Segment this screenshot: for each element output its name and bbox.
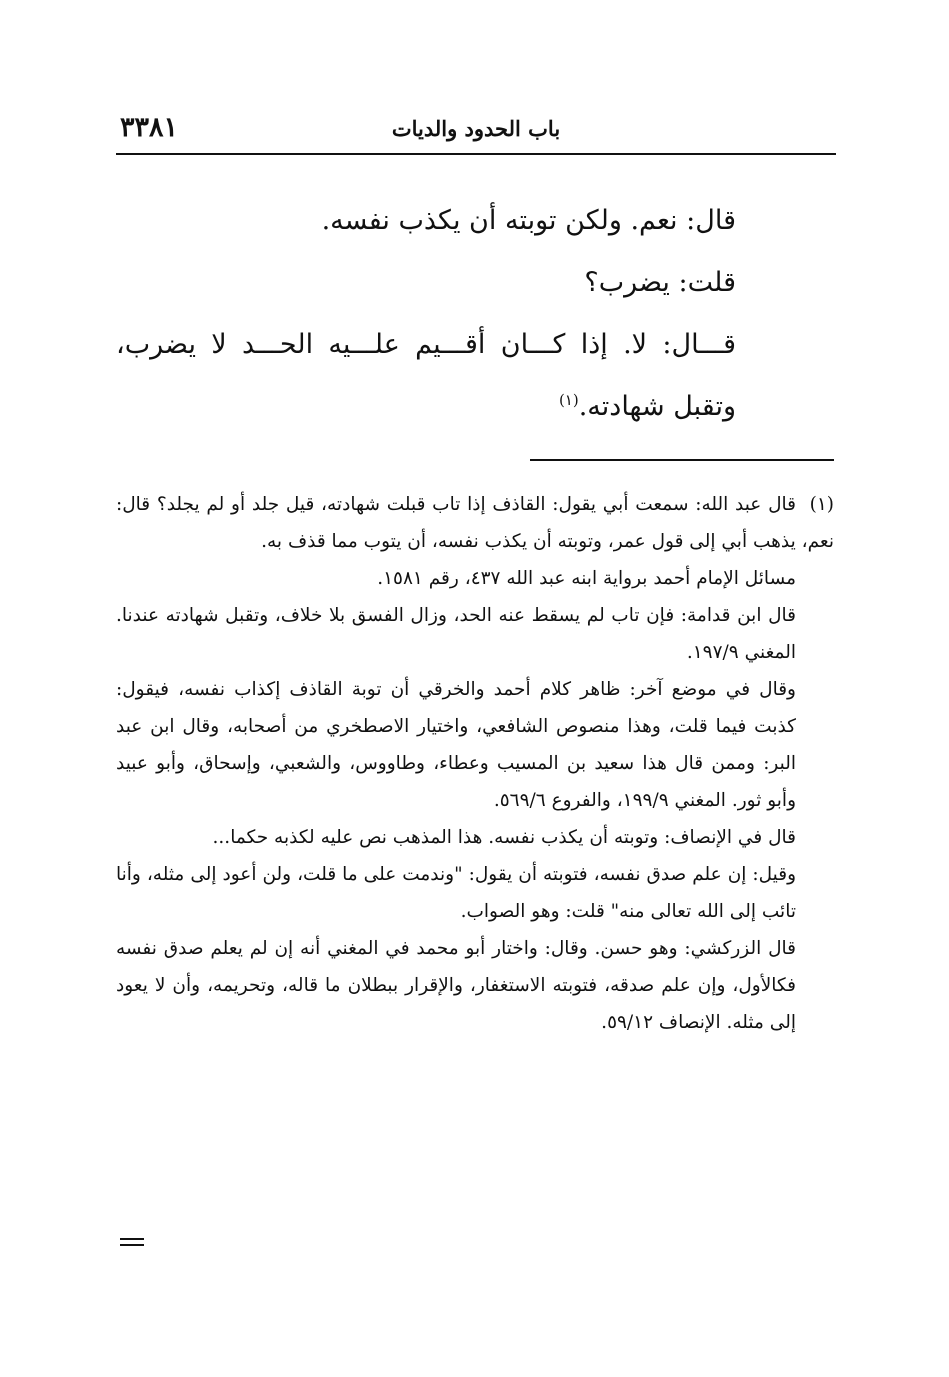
page-number: ٣٣٨١ bbox=[120, 112, 179, 143]
footnote-para-3: قال ابن قدامة: فإن تاب لم يسقط عنه الحد، وزال الفسق بلا خلاف، وتقبل شهادته عندنا. المغني ١٩٧/٩. bbox=[116, 605, 796, 663]
main-line-2: قلت: يضرب؟ bbox=[584, 267, 736, 298]
footnote-1-text: قال عبد الله: سمعت أبي يقول: القاذف إذا تاب قبلت شهادته، قيل جلد أو لم يجلد؟ قال: نعم، يذهب أبي إلى قول عمر، وتوبته أن يكذب نفسه، أن يتوب مما قذف به. bbox=[116, 494, 834, 552]
running-header bbox=[116, 112, 836, 152]
main-line-3-text: قـــال: لا. إذا كـــان أقـــيم علـــيه الحـــد لا يضرب، وتقبل شهادته. bbox=[116, 329, 736, 422]
main-text bbox=[116, 190, 736, 438]
footnotes bbox=[116, 486, 834, 1041]
header-divider bbox=[116, 153, 836, 155]
footnote-number: (١) bbox=[809, 494, 834, 515]
footnote-divider bbox=[530, 459, 834, 461]
footnote-para-5: قال في الإنصاف: وتوبته أن يكذب نفسه. هذا المذهب نص عليه لكذبه حكما... bbox=[212, 827, 796, 848]
chapter-title: باب الحدود والديات bbox=[391, 116, 561, 141]
footnote-para-4: وقال في موضع آخر: ظاهر كلام أحمد والخرقي أن توبة القاذف إكذاب نفسه، فيقول: كذبت فيما قلت، وهذا منصوص الشافعي، واختيار الاصطخري من أصحابه، وقال ابن عبد البر: وممن قال هذا سعيد بن المسيب وعطاء، وطاووس، والشعبي، وإسحاق، وأبو عبيد وأبو ثور. المغني ١٩٩/٩، والفروع ٥٦٩/٦. bbox=[116, 679, 796, 811]
footnote-reference: (١) bbox=[558, 391, 579, 409]
main-line-3 bbox=[116, 314, 736, 438]
main-line-1: قال: نعم. ولكن توبته أن يكذب نفسه. bbox=[321, 205, 736, 236]
footnote-para-2: مسائل الإمام أحمد برواية ابنه عبد الله ٤٣٧، رقم ١٥٨١. bbox=[377, 568, 796, 589]
continuation-mark bbox=[120, 1236, 144, 1248]
footnote-para-7: قال الزركشي: وهو حسن. وقال: واختار أبو محمد في المغني أنه إن لم يعلم صدق نفسه فكالأول، وإن علم صدقه، فتوبته الاستغفار، والإقرار ببطلان ما قاله، وتحريمه، وأن لا يعود إلى مثله. الإنصاف ٥٩/١٢. bbox=[116, 938, 796, 1033]
footnote-1-para-1 bbox=[116, 486, 834, 560]
footnote-para-6: وقيل: إن علم صدق نفسه، فتوبته أن يقول: "وندمت على ما قلت، ولن أعود إلى مثله، وأنا تائب إلى الله تعالى منه" قلت: وهو الصواب. bbox=[116, 864, 796, 922]
